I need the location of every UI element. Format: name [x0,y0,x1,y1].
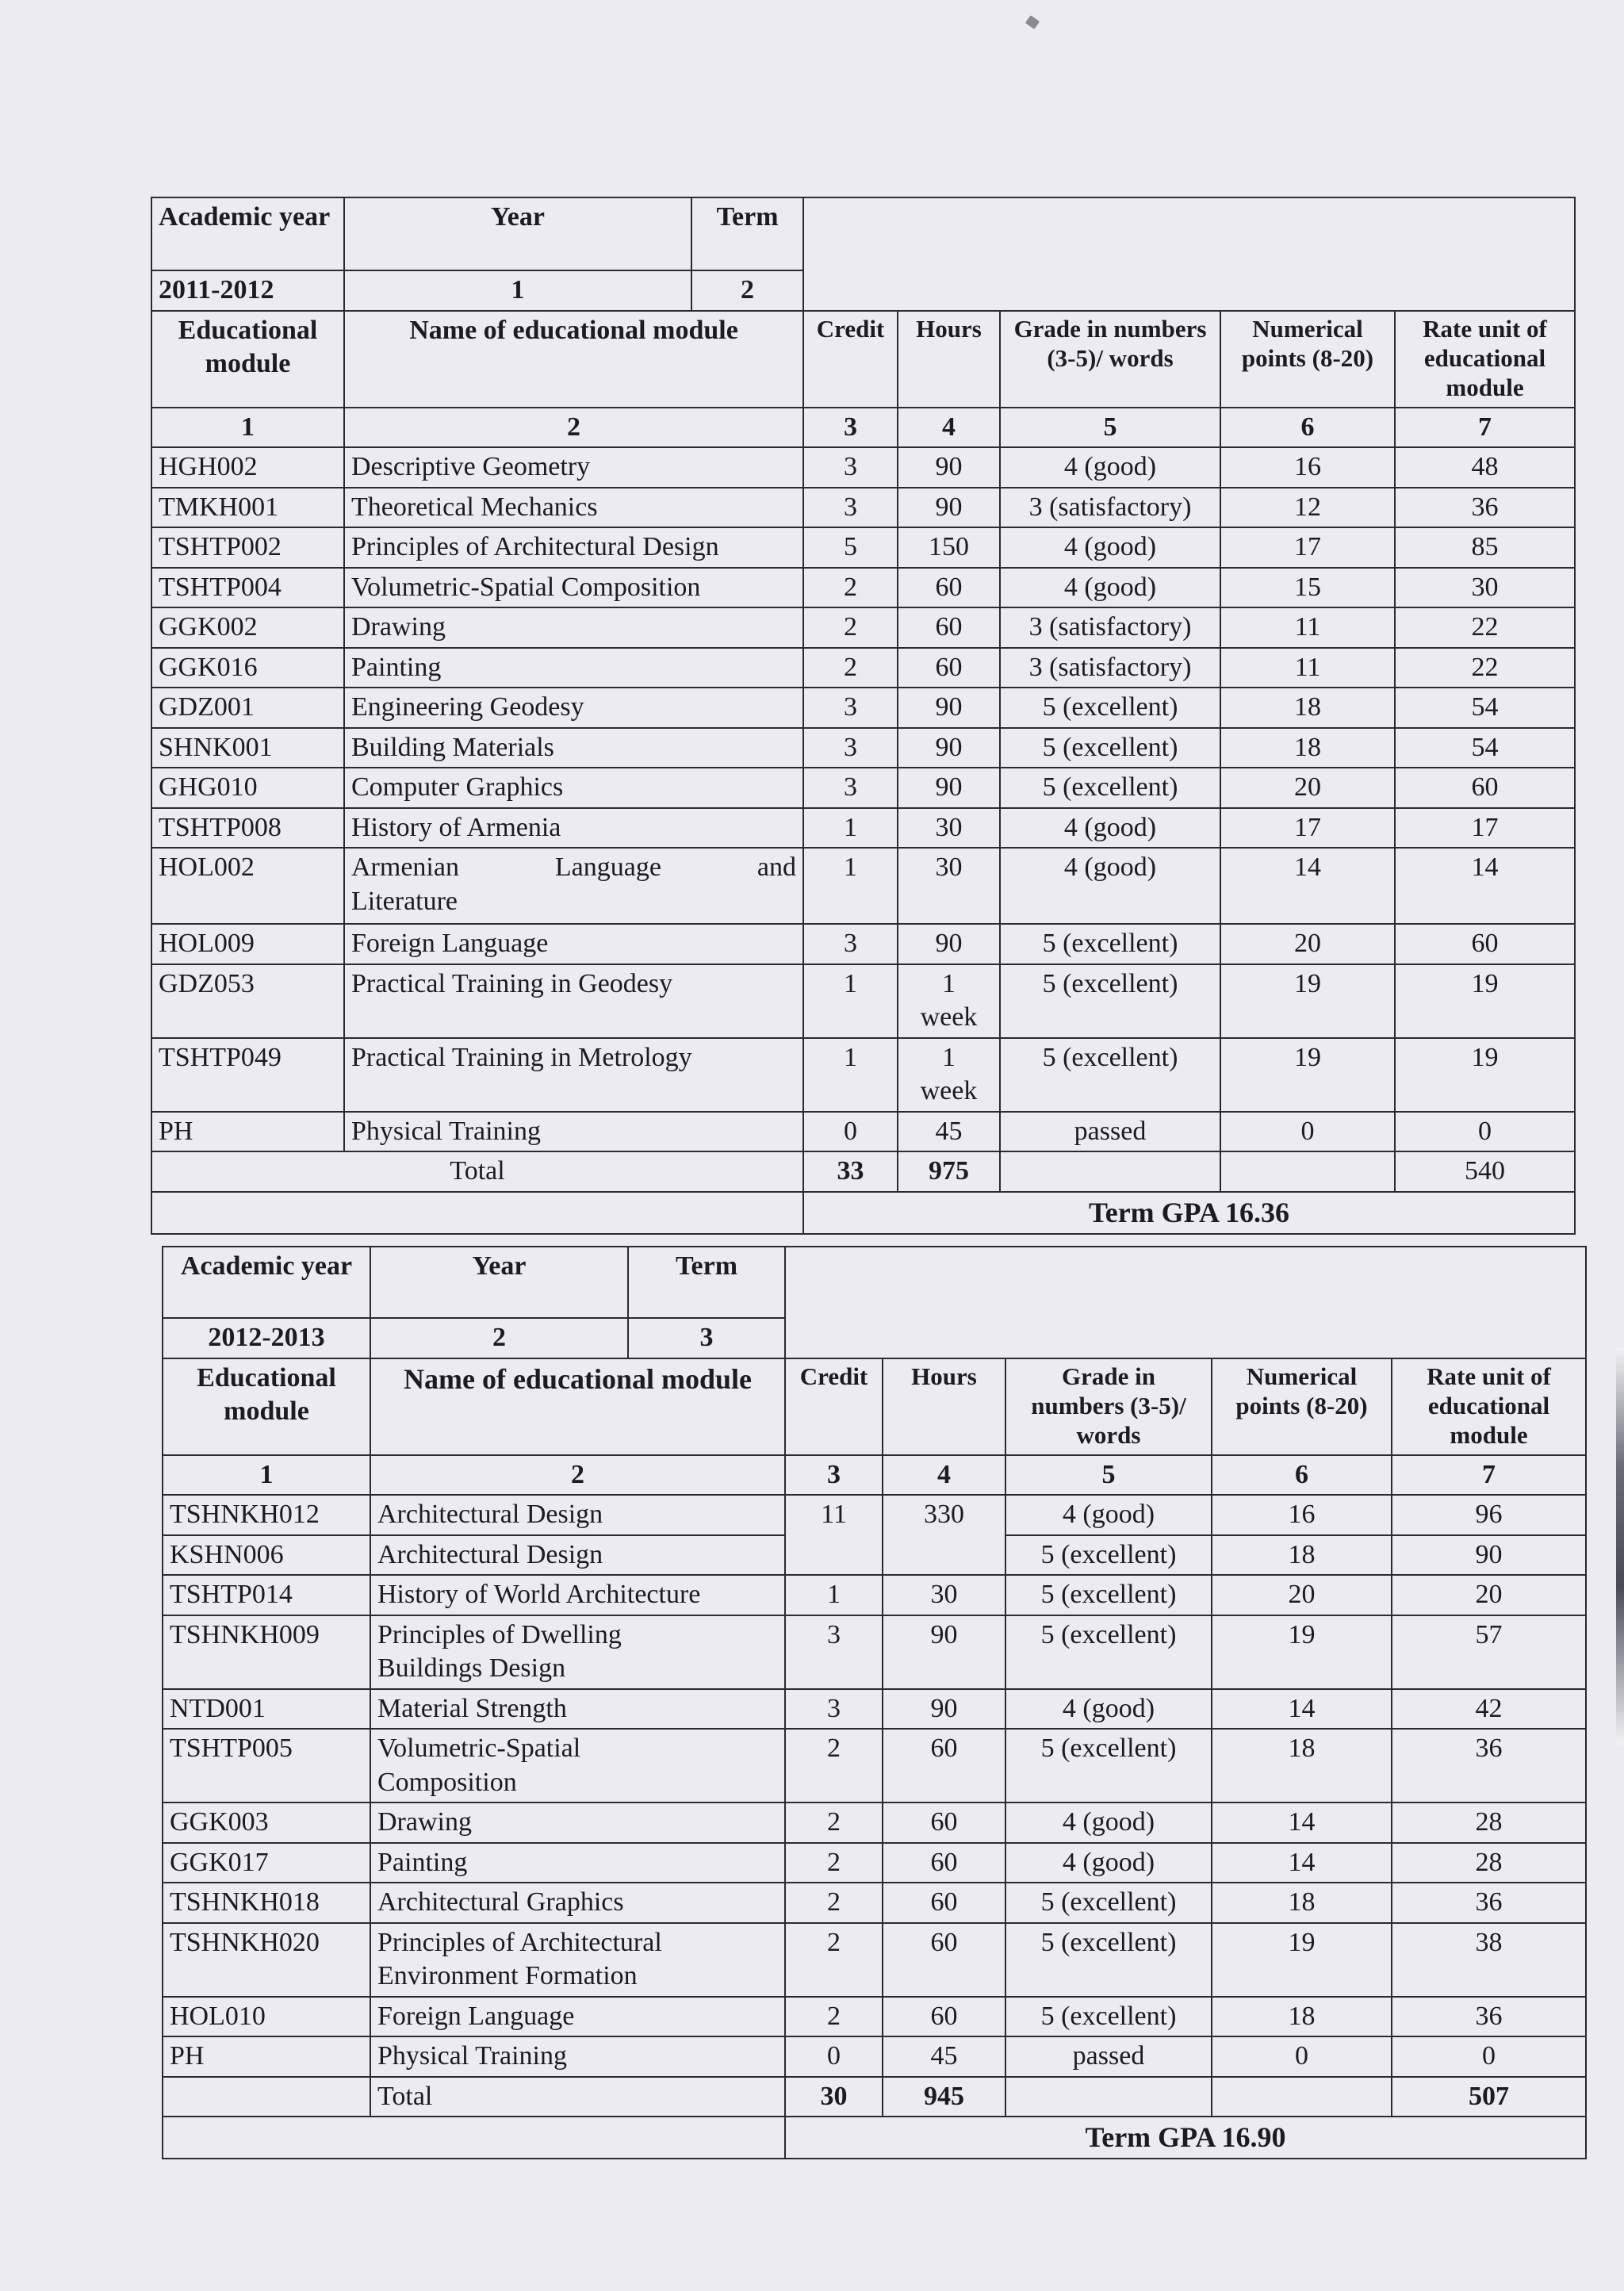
credit-cell: 2 [803,568,898,608]
points-cell: 19 [1212,1615,1392,1689]
credit-cell: 2 [785,1923,883,1997]
credit-cell: 2 [785,1729,883,1803]
table-row [151,1112,1575,1152]
module-name: Foreign Language [344,924,803,964]
table-row [151,1038,1575,1112]
rate-cell: 22 [1395,607,1575,648]
module-name: Architectural Design [370,1535,785,1576]
hours-cell: 60 [898,648,1000,688]
table-row [163,2036,1586,2077]
col-header-grade: Grade in numbers (3-5)/ words [1000,311,1220,408]
module-name: Architectural Design [370,1495,785,1535]
module-code: HGH002 [151,447,344,488]
grade-cell: 5 (excellent) [1000,1038,1220,1112]
col-header-rate: Rate unit of educational module [1395,311,1575,408]
module-name: History of World Architecture [370,1575,785,1615]
table-row [151,768,1575,808]
module-name: Material Strength [370,1689,785,1730]
points-cell: 18 [1212,1535,1392,1576]
hours-cell: 90 [883,1689,1005,1730]
hours-cell: 90 [898,728,1000,768]
module-name: Computer Graphics [344,768,803,808]
hours-cell: 90 [898,447,1000,488]
module-name-line: Composition [377,1767,517,1797]
module-name: Practical Training in Metrology [344,1038,803,1112]
hours-cell: 60 [898,568,1000,608]
module-name-line: Principles of Architectural [377,1927,662,1957]
points-cell: 19 [1212,1923,1392,1997]
points-cell: 17 [1220,527,1395,568]
hours-cell: 60 [883,1883,1005,1923]
module-name: Practical Training in Geodesy [344,964,803,1038]
grade-cell: 4 (good) [1000,447,1220,488]
term-label: Term [691,197,803,270]
rate-cell: 42 [1392,1689,1586,1730]
table-row [163,1997,1586,2037]
module-code: NTD001 [163,1689,370,1730]
grade-cell: 3 (satisfactory) [1000,607,1220,648]
hours-cell [898,964,1000,1038]
credit-cell: 3 [803,447,898,488]
points-cell: 14 [1220,848,1395,924]
grade-cell: 5 (excellent) [1005,1923,1212,1997]
empty-cell [163,2117,785,2159]
hours-cell: 90 [898,768,1000,808]
hours-cell: 60 [883,1803,1005,1843]
year-label: Year [370,1247,628,1318]
points-cell: 17 [1220,808,1395,849]
table-row [163,1729,1586,1803]
hours-cell: 30 [898,848,1000,924]
module-name: Painting [370,1843,785,1883]
module-code: GGK016 [151,648,344,688]
points-cell: 11 [1220,648,1395,688]
rate-cell: 54 [1395,688,1575,728]
hours-cell: 45 [883,2036,1005,2077]
credit-cell: 3 [803,688,898,728]
module-name-line: Literature [351,886,458,916]
grade-cell: 4 (good) [1005,1843,1212,1883]
credit-cell: 2 [803,607,898,648]
hours-cell: 330 [883,1495,1005,1575]
total-row [151,1151,1575,1192]
empty-cell [1000,1151,1220,1192]
hours-cell: 90 [898,924,1000,964]
rate-cell: 36 [1392,1729,1586,1803]
grade-cell: 4 (good) [1005,1495,1212,1535]
rate-cell: 19 [1395,1038,1575,1112]
module-code: GHG010 [151,768,344,808]
hours-cell: 90 [883,1615,1005,1689]
hours-cell: 30 [883,1575,1005,1615]
points-cell: 11 [1220,607,1395,648]
col-number: 3 [803,408,898,448]
table-row [163,1803,1586,1843]
grade-cell: 3 (satisfactory) [1000,488,1220,528]
term-label: Term [628,1247,785,1318]
hours-cell: 60 [883,1729,1005,1803]
grades-table [151,197,1576,1235]
module-code: HOL009 [151,924,344,964]
module-name: Principles of Architectural Design [344,527,803,568]
rate-cell: 36 [1392,1883,1586,1923]
table-row [151,447,1575,488]
rate-cell: 38 [1392,1923,1586,1997]
module-name: Theoretical Mechanics [344,488,803,528]
points-cell: 14 [1212,1843,1392,1883]
module-name [370,1729,785,1803]
col-number: 6 [1220,408,1395,448]
points-cell: 16 [1220,447,1395,488]
module-code: TSHTP014 [163,1575,370,1615]
total-hours: 945 [883,2077,1005,2117]
module-code: TSHNKH018 [163,1883,370,1923]
col-number: 4 [883,1455,1005,1496]
col-number: 3 [785,1455,883,1496]
module-name [370,1615,785,1689]
table-row [163,1883,1586,1923]
academic-year-label: Academic year [163,1247,370,1318]
credit-cell: 1 [803,848,898,924]
module-code: GDZ001 [151,688,344,728]
points-cell: 16 [1212,1495,1392,1535]
table-row [163,1495,1586,1535]
rate-cell: 96 [1392,1495,1586,1535]
credit-cell: 3 [803,924,898,964]
table-row [151,527,1575,568]
points-cell: 0 [1220,1112,1395,1152]
col-header-rate: Rate unit of educational module [1392,1358,1586,1455]
points-cell: 20 [1212,1575,1392,1615]
col-header-hours: Hours [883,1358,1005,1455]
grade-cell: passed [1000,1112,1220,1152]
credit-cell: 2 [785,1997,883,2037]
points-cell: 18 [1212,1729,1392,1803]
scan-edge-shadow [1616,1348,1624,1745]
grade-cell: 3 (satisfactory) [1000,648,1220,688]
credit-cell: 0 [785,2036,883,2077]
module-code: KSHN006 [163,1535,370,1576]
empty-cell [1005,2077,1212,2117]
col-header-hours: Hours [898,311,1000,408]
col-header-module: Educational module [151,311,344,408]
total-rate: 540 [1395,1151,1575,1192]
total-rate: 507 [1392,2077,1586,2117]
module-name: Physical Training [344,1112,803,1152]
rate-cell: 60 [1395,924,1575,964]
col-number: 1 [163,1455,370,1496]
module-code: HOL010 [163,1997,370,2037]
hours-line: 1 [942,968,956,998]
credit-cell: 3 [785,1689,883,1730]
empty-cell [151,1192,803,1234]
term-table-2011-2012 [151,197,1574,1235]
total-row [163,2077,1586,2117]
module-code: GGK003 [163,1803,370,1843]
points-cell: 20 [1220,924,1395,964]
module-name: Drawing [344,607,803,648]
col-header-name: Name of educational module [344,311,803,408]
credit-cell: 1 [803,1038,898,1112]
hours-cell: 60 [883,1843,1005,1883]
module-name-line: Armenian Language and [351,852,796,882]
module-code: SHNK001 [151,728,344,768]
rate-cell: 14 [1395,848,1575,924]
grade-cell: 5 (excellent) [1000,964,1220,1038]
grade-cell: 5 (excellent) [1005,1997,1212,2037]
credit-cell: 1 [803,964,898,1038]
grades-table [162,1246,1587,2159]
table-row [151,688,1575,728]
rate-cell: 17 [1395,808,1575,849]
hours-cell: 45 [898,1112,1000,1152]
grade-cell: 4 (good) [1000,568,1220,608]
col-number: 2 [370,1455,785,1496]
rate-cell: 20 [1392,1575,1586,1615]
rate-cell: 90 [1392,1535,1586,1576]
col-number: 1 [151,408,344,448]
module-name: History of Armenia [344,808,803,849]
module-code: TSHTP005 [163,1729,370,1803]
rate-cell: 22 [1395,648,1575,688]
module-name: Building Materials [344,728,803,768]
header-blank [785,1247,1586,1358]
table-row [151,607,1575,648]
hours-cell: 150 [898,527,1000,568]
module-name [370,1923,785,1997]
points-cell: 20 [1220,768,1395,808]
module-code: TSHNKH020 [163,1923,370,1997]
term-table-2012-2013 [162,1246,1585,2159]
module-code: GGK002 [151,607,344,648]
table-row [151,964,1575,1038]
term-value: 2 [691,270,803,311]
hours-cell: 60 [898,607,1000,648]
module-name-line: Buildings Design [377,1653,566,1683]
total-credit: 30 [785,2077,883,2117]
grade-cell: 5 (excellent) [1005,1729,1212,1803]
rate-cell: 36 [1395,488,1575,528]
points-cell: 0 [1212,2036,1392,2077]
col-header-points: Numerical points (8-20) [1212,1358,1392,1455]
grade-cell: 4 (good) [1000,527,1220,568]
table-row [151,728,1575,768]
col-number: 5 [1005,1455,1212,1496]
total-label: Total [151,1151,803,1192]
points-cell: 18 [1220,728,1395,768]
table-row [151,848,1575,924]
module-code: HOL002 [151,848,344,924]
col-number: 6 [1212,1455,1392,1496]
col-header-points: Numerical points (8-20) [1220,311,1395,408]
table-row [151,648,1575,688]
table-row [163,1923,1586,1997]
module-name [344,848,803,924]
academic-year-value: 2011-2012 [151,270,344,311]
module-name: Descriptive Geometry [344,447,803,488]
term-gpa: Term GPA 16.90 [785,2117,1586,2159]
hours-cell: 90 [898,688,1000,728]
table-row [151,568,1575,608]
gpa-row [163,2117,1586,2159]
year-value: 2 [370,1318,628,1358]
credit-cell: 3 [803,728,898,768]
col-header-module: Educational module [163,1358,370,1455]
credit-cell: 5 [803,527,898,568]
module-code: GGK017 [163,1843,370,1883]
table-row [163,1615,1586,1689]
table-row [163,1843,1586,1883]
module-name: Architectural Graphics [370,1883,785,1923]
rate-cell: 28 [1392,1843,1586,1883]
col-number: 4 [898,408,1000,448]
credit-cell: 1 [785,1575,883,1615]
term-value: 3 [628,1318,785,1358]
hours-cell: 90 [898,488,1000,528]
total-hours: 975 [898,1151,1000,1192]
grade-cell: 5 (excellent) [1005,1535,1212,1576]
year-value: 1 [344,270,691,311]
col-number: 7 [1395,408,1575,448]
term-gpa: Term GPA 16.36 [803,1192,1575,1234]
grade-cell: 4 (good) [1005,1803,1212,1843]
module-code: TSHTP008 [151,808,344,849]
table-row [151,488,1575,528]
academic-year-value: 2012-2013 [163,1318,370,1358]
total-label: Total [370,2077,785,2117]
scan-speck [1025,15,1040,29]
grade-cell: 4 (good) [1000,848,1220,924]
hours-cell [898,1038,1000,1112]
module-code: TSHTP002 [151,527,344,568]
credit-cell: 3 [785,1615,883,1689]
rate-cell: 28 [1392,1803,1586,1843]
module-name: Volumetric-Spatial Composition [344,568,803,608]
credit-cell: 1 [803,808,898,849]
col-header-credit: Credit [803,311,898,408]
table-row [163,1689,1586,1730]
credit-cell: 2 [785,1803,883,1843]
module-code: PH [151,1112,344,1152]
rate-cell: 0 [1395,1112,1575,1152]
grade-cell: passed [1005,2036,1212,2077]
points-cell: 19 [1220,1038,1395,1112]
grade-cell: 5 (excellent) [1005,1615,1212,1689]
hours-cell: 30 [898,808,1000,849]
grade-cell: 5 (excellent) [1000,688,1220,728]
grade-cell: 4 (good) [1005,1689,1212,1730]
points-cell: 19 [1220,964,1395,1038]
module-name-line: Environment Formation [377,1961,638,1990]
empty-cell [1212,2077,1392,2117]
col-number: 7 [1392,1455,1586,1496]
points-cell: 12 [1220,488,1395,528]
rate-cell: 19 [1395,964,1575,1038]
module-code: TSHNKH012 [163,1495,370,1535]
grade-cell: 4 (good) [1000,808,1220,849]
hours-line: week [920,1076,978,1105]
total-credit: 33 [803,1151,898,1192]
col-header-grade: Grade in numbers (3-5)/ words [1005,1358,1212,1455]
table-row [151,924,1575,964]
credit-cell: 0 [803,1112,898,1152]
module-code: GDZ053 [151,964,344,1038]
credit-cell: 3 [803,768,898,808]
module-name: Foreign Language [370,1997,785,2037]
module-name: Physical Training [370,2036,785,2077]
gpa-row [151,1192,1575,1234]
module-name: Engineering Geodesy [344,688,803,728]
rate-cell: 36 [1392,1997,1586,2037]
rate-cell: 85 [1395,527,1575,568]
module-name-line: Volumetric-Spatial [377,1734,581,1763]
points-cell: 18 [1220,688,1395,728]
table-row [151,808,1575,849]
rate-cell: 57 [1392,1615,1586,1689]
module-code: TSHTP004 [151,568,344,608]
col-number: 2 [344,408,803,448]
module-code: TSHNKH009 [163,1615,370,1689]
empty-cell [163,2077,370,2117]
module-name: Drawing [370,1803,785,1843]
rate-cell: 0 [1392,2036,1586,2077]
grade-cell: 5 (excellent) [1005,1883,1212,1923]
academic-year-label: Academic year [151,197,344,270]
credit-cell: 11 [785,1495,883,1575]
hours-line: week [920,1002,978,1032]
grade-cell: 5 (excellent) [1000,728,1220,768]
points-cell: 15 [1220,568,1395,608]
hours-line: 1 [942,1042,956,1072]
points-cell: 18 [1212,1997,1392,2037]
points-cell: 18 [1212,1883,1392,1923]
module-code: TSHTP049 [151,1038,344,1112]
hours-cell: 60 [883,1997,1005,2037]
col-header-name: Name of educational module [370,1358,785,1455]
rate-cell: 54 [1395,728,1575,768]
module-name: Painting [344,648,803,688]
credit-cell: 2 [785,1843,883,1883]
points-cell: 14 [1212,1803,1392,1843]
rate-cell: 60 [1395,768,1575,808]
module-name-line: Principles of Dwelling [377,1619,622,1649]
rate-cell: 30 [1395,568,1575,608]
year-label: Year [344,197,691,270]
credit-cell: 3 [803,488,898,528]
col-header-credit: Credit [785,1358,883,1455]
hours-cell: 60 [883,1923,1005,1997]
points-cell: 14 [1212,1689,1392,1730]
rate-cell: 48 [1395,447,1575,488]
col-number: 5 [1000,408,1220,448]
empty-cell [1220,1151,1395,1192]
credit-cell: 2 [803,648,898,688]
grade-cell: 5 (excellent) [1005,1575,1212,1615]
header-blank [803,197,1575,311]
credit-cell: 2 [785,1883,883,1923]
module-code: PH [163,2036,370,2077]
module-code: TMKH001 [151,488,344,528]
grade-cell: 5 (excellent) [1000,924,1220,964]
table-row [163,1575,1586,1615]
grade-cell: 5 (excellent) [1000,768,1220,808]
